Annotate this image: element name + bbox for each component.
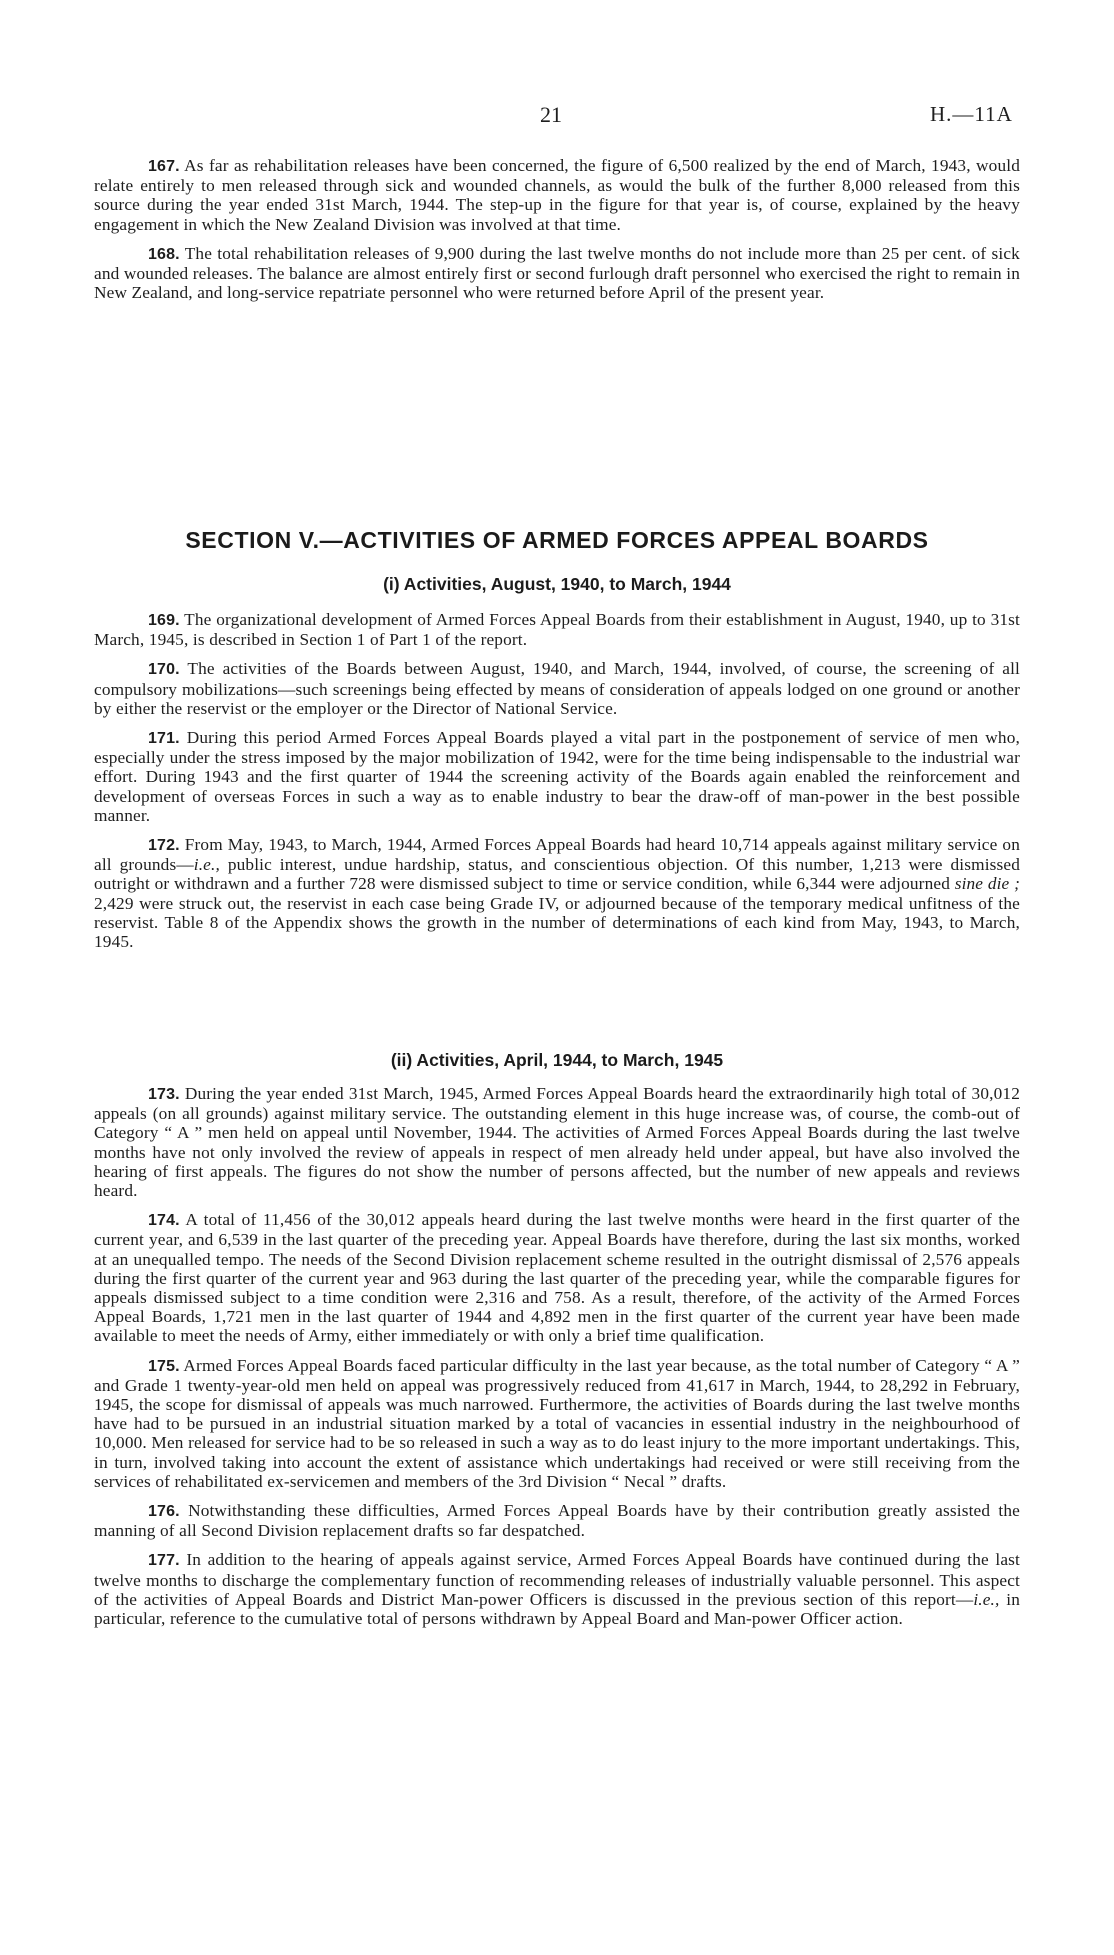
paragraph-172 xyxy=(94,835,1020,951)
paragraph-number: 177. xyxy=(148,1552,180,1570)
paragraph-167 xyxy=(94,156,1020,234)
paragraph-text: The total rehabilitation releases of 9,900 during the last twelve months do not include more than 25 per cent. of sick and wounded releases. The balance are almost entirely first or second furlough draft personnel who exercised the right to remain in New Zealand, and long-service repatriate personnel who were returned before April of the present year. xyxy=(94,243,1020,303)
paragraph-text: Armed Forces Appeal Boards faced particular difficulty in the last year because, as the total number of Category “ A ” and Grade 1 twenty-year-old men held on appeal was progressively reduced from 41,617 in March, 1944, to 28,292 in February, 1945, the scope for dismissal of appeals was much narrowed. Furthermore, the activities of Boards during the last twelve months have had to be pursued in an industrial situation marked by a total of vacancies in essential industry in the neighbourhood of 10,000. Men released for service had to be so released in such a way as to do least injury to the more important undertakings. This, in turn, involved taking into account the extent of assistance which undertakings had received or were still receiving from the services of rehabilitated ex-servicemen and members of the 3rd Division “ Necal ” drafts. xyxy=(94,1355,1020,1491)
paragraph-175 xyxy=(94,1356,1020,1491)
paragraph-number: 174. xyxy=(148,1212,180,1230)
paragraph-170 xyxy=(94,659,1020,718)
page-number: 21 xyxy=(540,102,562,127)
paragraph-text: As far as rehabilitation releases have been concerned, the figure of 6,500 realized by the end of March, 1943, would relate entirely to men released through sick and wounded channels, as would the bulk of the further 8,000 released from this source during the year ended 31st March, 1944. The step-up in the figure for that year is, of course, explained by the heavy engagement in which the New Zealand Division was involved at that time. xyxy=(94,156,1020,234)
document-reference: H.—11A xyxy=(930,102,1013,126)
ie-italic: i.e., xyxy=(193,855,220,875)
paragraph-173 xyxy=(94,1084,1020,1200)
paragraph-text: The activities of the Boards between August, 1940, and March, 1944, involved, of course, the screening of all compulsory mobilizations—such screenings being effected by means of consideration of appeals lodged on one ground or another by either the reservist or the employer or the Director of National Service. xyxy=(94,659,1020,718)
paragraphs-167-168 xyxy=(94,156,1020,312)
paragraph-text: From May, 1943, to March, 1944, Armed Forces Appeal Boards had heard 10,714 appeals against military service on all grounds— xyxy=(94,835,1020,875)
paragraphs-169-172 xyxy=(94,610,1020,961)
page-header xyxy=(0,102,1114,132)
paragraph-number: 176. xyxy=(148,1503,180,1521)
paragraph-text: 2,429 were struck out, the reservist in each case being Grade IV, or adjourned because of the temporary medical unfitness of the reservist. Table 8 of the Appendix shows the growth in the number of determinations of each kind from May, 1943, to March, 1945. xyxy=(94,893,1020,952)
paragraph-number: 171. xyxy=(148,730,180,748)
paragraph-text: Notwithstanding these difficulties, Armed Forces Appeal Boards have by their contribution greatly assisted the manning of all Second Division replacement drafts so far despatched. xyxy=(94,1501,1020,1541)
paragraph-174 xyxy=(94,1210,1020,1345)
paragraph-169 xyxy=(94,610,1020,649)
paragraph-text: In addition to the hearing of appeals against service, Armed Forces Appeal Boards have continued during the last twelve months to discharge the complementary function of recommending releases of industrially valuable personnel. This aspect of the activities of Appeal Boards and District Man-power Officers is discussed in the previous section of this report— xyxy=(94,1550,1020,1609)
subheading-activities-1944-1945: (ii) Activities, April, 1944, to March, 1945 xyxy=(390,1050,724,1070)
paragraph-text: in particular, reference to the cumulative total of persons withdrawn by Appeal Board and Man-power Officer action. xyxy=(94,1589,1020,1629)
paragraph-168 xyxy=(94,244,1020,303)
paragraph-text: During the year ended 31st March, 1945, Armed Forces Appeal Boards heard the extraordinarily high total of 30,012 appeals (on all grounds) against military service. The outstanding element in this huge increase was, of course, the comb-out of Category “ A ” men held on appeal until November, 1944. The activities of Armed Forces Appeal Boards during the last twelve months have not only involved the review of appeals in respect of men already held under appeal, but have also involved the hearing of first appeals. The figures do not show the number of persons affected, but the number of new appeals and reviews heard. xyxy=(94,1084,1020,1201)
paragraph-text: A total of 11,456 of the 30,012 appeals heard during the last twelve months were heard in the first quarter of the current year, and 6,539 in the last quarter of the preceding year. Appeal Boards have therefore, during the last six months, worked at an unequalled tempo. The needs of the Second Division replacement scheme resulted in the outright dismissal of 2,576 appeals during the first quarter of the current year and 963 during the last quarter of the preceding year, while the comparable figures for appeals dismissed subject to a time condition were 2,316 and 758. As a result, therefore, of the activity of the Armed Forces Appeal Boards, 1,721 men in the last quarter of 1944 and 4,892 men in the first quarter of the current year have been made available to meet the needs of Army, either immediately or with only a brief time qualification. xyxy=(94,1210,1020,1346)
paragraph-177 xyxy=(94,1550,1020,1628)
paragraph-176 xyxy=(94,1501,1020,1540)
paragraph-text: During this period Armed Forces Appeal Boards played a vital part in the postponement of service of men who, especially under the stress imposed by the major mobilization of 1942, were for the time being indispensable to the industrial war effort. During 1943 and the first quarter of 1944 the screening activity of the Boards again enabled the reinforcement and development of overseas Forces in such a way as to enable industry to bear the draw-off of man-power in the best possible manner. xyxy=(94,728,1020,825)
paragraph-number: 170. xyxy=(148,661,180,679)
paragraph-number: 173. xyxy=(148,1086,180,1103)
subheading-activities-1940-1944: (i) Activities, August, 1940, to March, 1944 xyxy=(383,574,731,594)
paragraph-text: public interest, undue hardship, status, and conscientious objection. Of this number, 1,213 were dismissed outright or withdrawn and a further 728 were dismissed subject to time or service condition, while 6,344 were adjourned xyxy=(94,855,1021,894)
paragraphs-173-177 xyxy=(94,1084,1020,1638)
paragraph-number: 167. xyxy=(148,158,180,175)
paragraph-number: 175. xyxy=(148,1357,180,1375)
paragraph-number: 169. xyxy=(148,612,180,629)
paragraph-number: 168. xyxy=(148,245,180,263)
ie-italic: i.e., xyxy=(973,1589,1000,1609)
paragraph-number: 172. xyxy=(148,837,180,855)
section-title: SECTION V.—ACTIVITIES OF ARMED FORCES APPEAL BOARDS xyxy=(185,527,929,553)
sine-die-italic: sine die ; xyxy=(954,874,1020,894)
paragraph-text: The organizational development of Armed Forces Appeal Boards from their establishment in August, 1940, up to 31st March, 1945, is described in Section 1 of Part 1 of the report. xyxy=(94,610,1020,650)
paragraph-171 xyxy=(94,728,1020,825)
